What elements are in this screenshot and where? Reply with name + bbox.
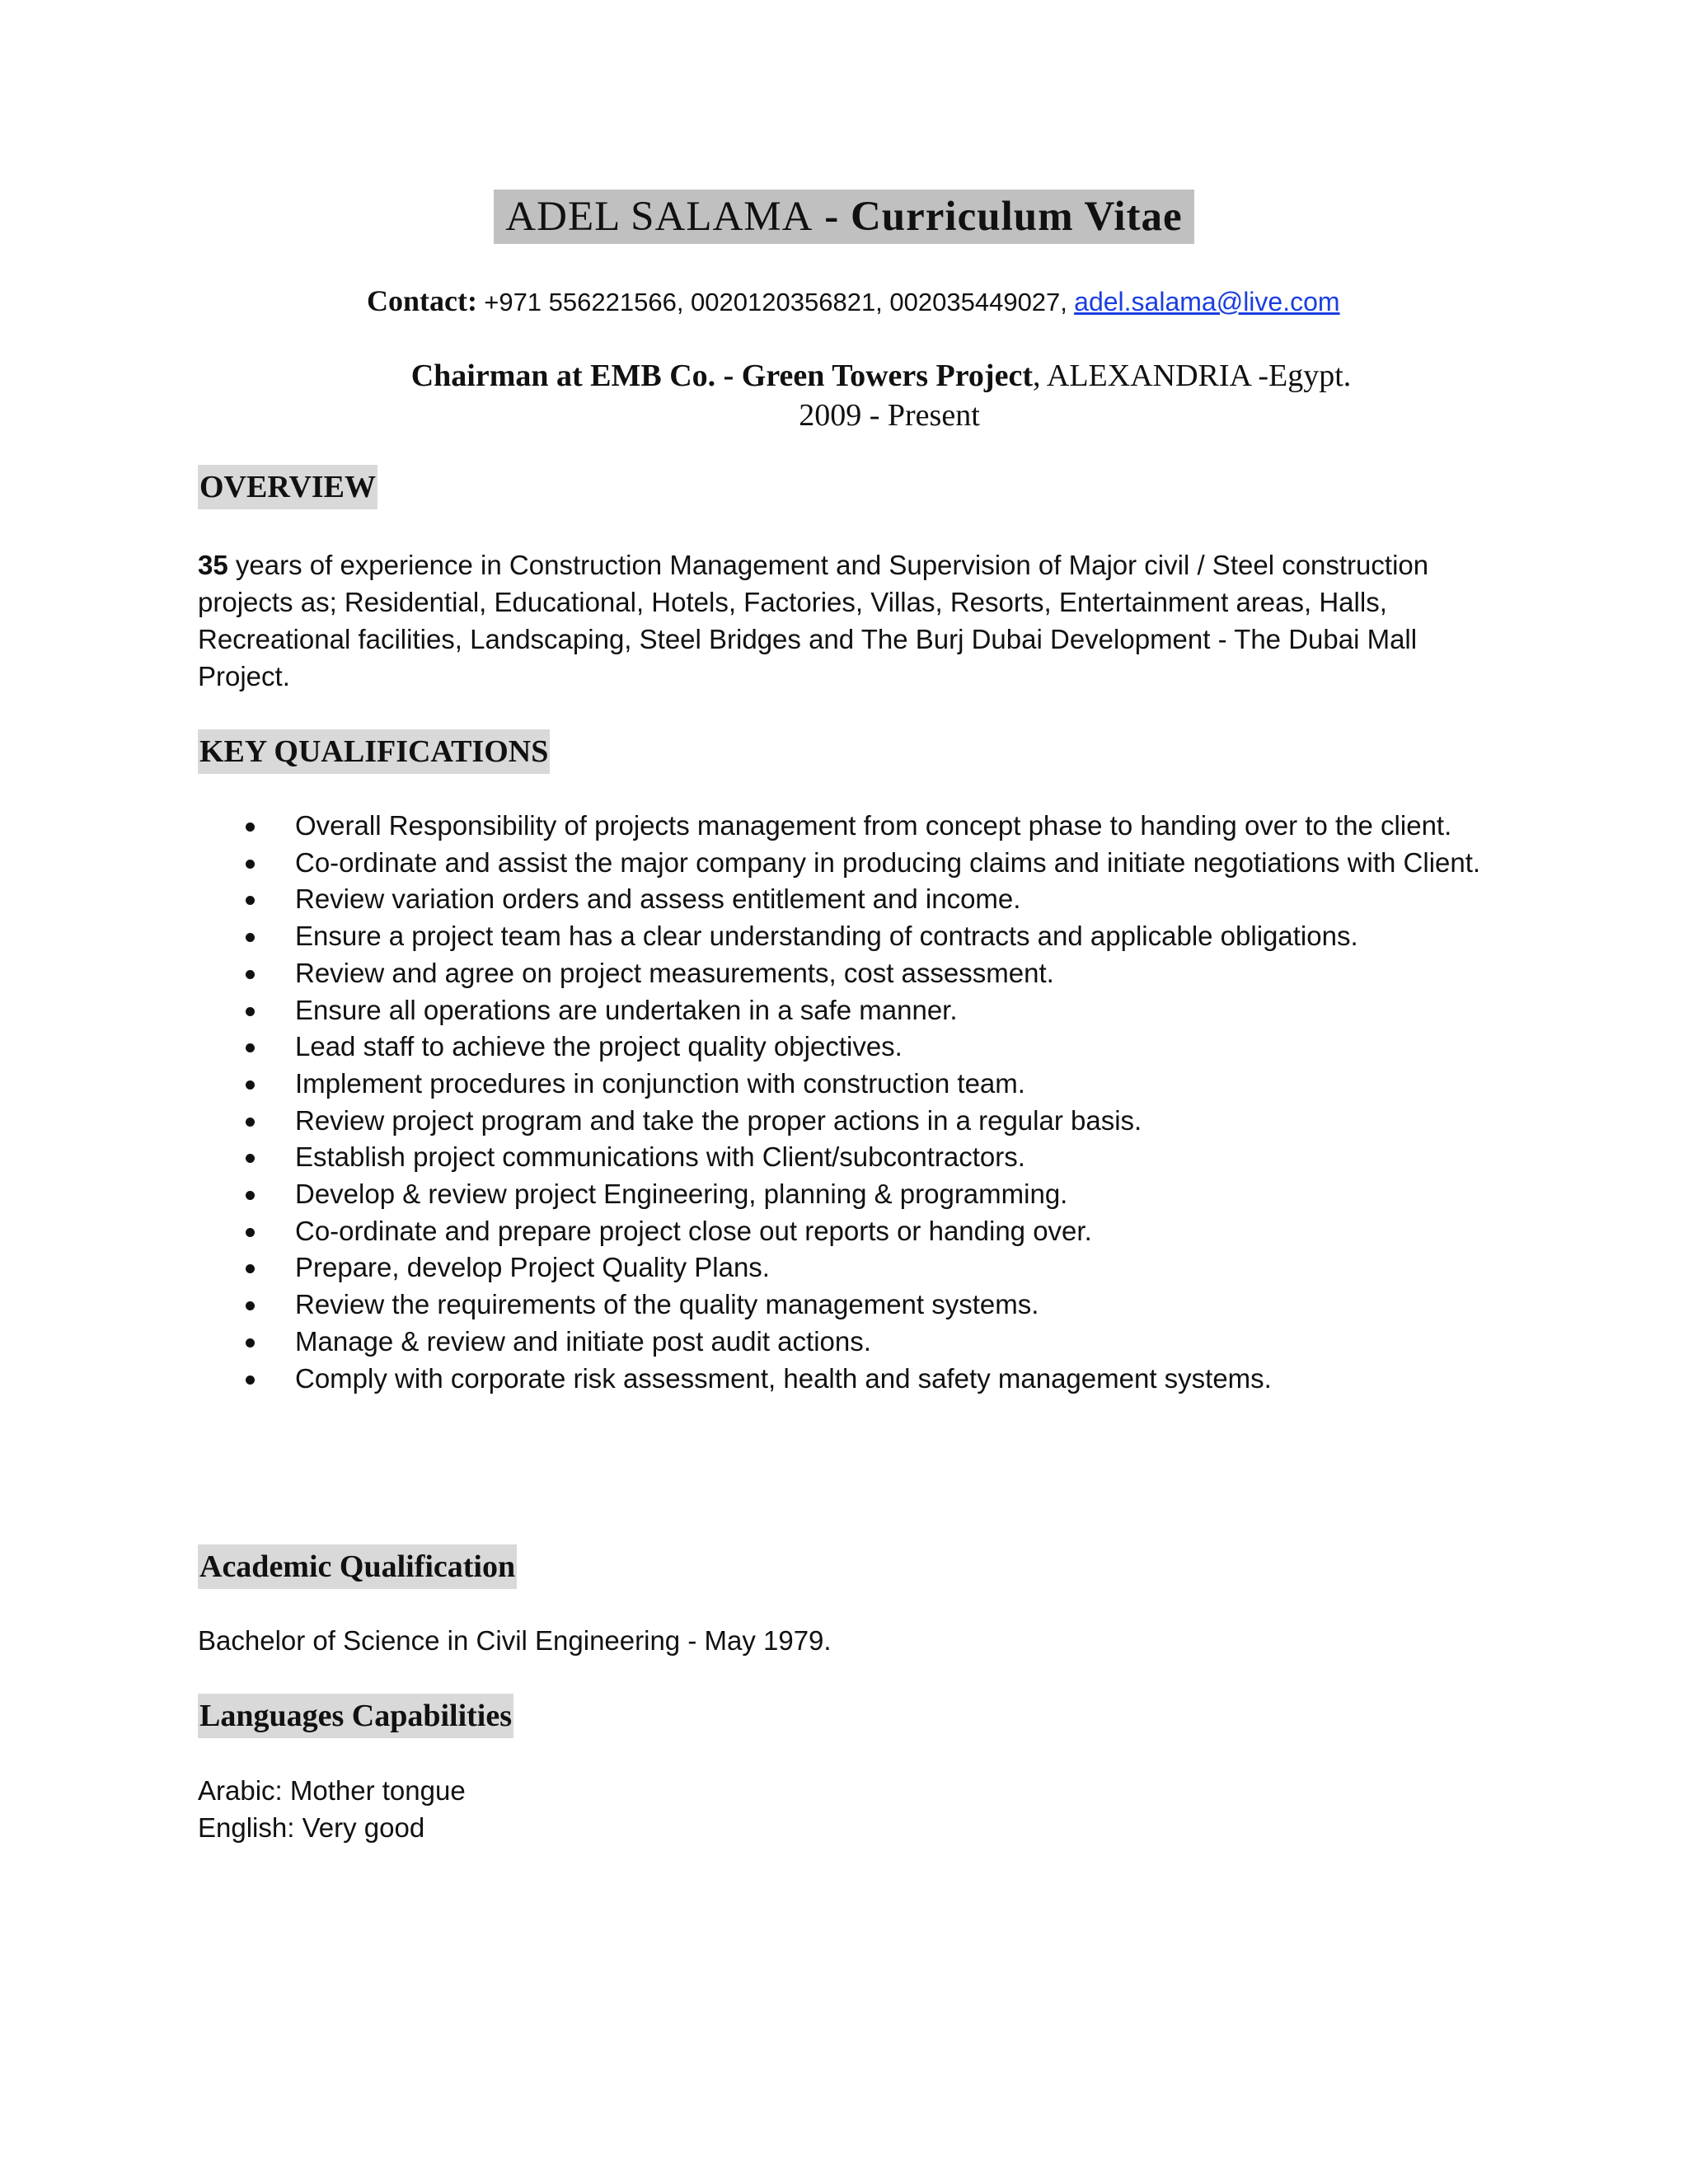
- qualification-text: Comply with corporate risk assessment, health and safety management systems.: [295, 1362, 1272, 1394]
- qualification-item: [198, 845, 1484, 882]
- bullet-icon: [246, 970, 255, 979]
- qualification-item: [198, 1286, 1484, 1324]
- position-title: Chairman at EMB Co. - Green Towers Project: [410, 359, 1033, 393]
- qualification-text: Establish project communications with Client/subcontractors.: [295, 1141, 1025, 1173]
- qualification-text: Co-ordinate and assist the major company in producing claims and initiate negotiations with Client.: [295, 846, 1481, 878]
- title-block: [0, 190, 1688, 244]
- qualification-text: Develop & review project Engineering, planning & programming.: [295, 1179, 1068, 1210]
- qualification-item: [198, 1029, 1484, 1066]
- qualification-item: [198, 1213, 1484, 1250]
- overview-heading: OVERVIEW: [198, 465, 377, 509]
- qualification-text: Ensure all operations are undertaken in a safe manner.: [295, 994, 958, 1025]
- bullet-icon: [246, 1338, 255, 1347]
- bullet-icon: [246, 1154, 255, 1163]
- qualification-text: Review and agree on project measurements, cost assessment.: [295, 957, 1054, 988]
- bullet-icon: [246, 1118, 255, 1127]
- title-suffix: - Curriculum Vitae: [824, 194, 1183, 240]
- bullet-icon: [246, 1376, 255, 1385]
- bullet-icon: [246, 1264, 255, 1273]
- qualification-item: [198, 1103, 1484, 1140]
- contact-label: Contact:: [367, 284, 477, 317]
- qualification-item: [198, 808, 1484, 845]
- qualification-text: Manage & review and initiate post audit actions.: [295, 1325, 871, 1357]
- qualification-item: [198, 1176, 1484, 1213]
- overview-text: [198, 546, 1484, 695]
- qualification-item: [198, 992, 1484, 1029]
- language-english: English: Very good: [198, 1812, 425, 1843]
- qualification-item: [198, 1139, 1484, 1176]
- bullet-icon: [246, 1228, 255, 1237]
- bullet-icon: [246, 1301, 255, 1310]
- languages-heading: Languages Capabilities: [198, 1694, 513, 1738]
- position-period: 2009 - Present: [799, 398, 980, 433]
- contact-numbers: +971 556221566, 0020120356821, 002035449027,: [484, 288, 1067, 316]
- academic-heading: Academic Qualification: [198, 1544, 517, 1589]
- qualification-item: [198, 955, 1484, 992]
- qualification-text: Prepare, develop Project Quality Plans.: [295, 1252, 770, 1283]
- candidate-name: ADEL SALAMA: [505, 194, 814, 240]
- bullet-icon: [246, 1043, 255, 1052]
- bullet-icon: [246, 1007, 255, 1016]
- page-title: [494, 190, 1193, 244]
- overview-years: 35: [198, 550, 228, 580]
- qualification-text: Overall Responsibility of projects management from concept phase to handing over to the client.: [295, 810, 1452, 841]
- qualification-text: Review the requirements of the quality management systems.: [295, 1289, 1039, 1320]
- qualification-text: Lead staff to achieve the project quality objectives.: [295, 1031, 903, 1062]
- qualification-text: Implement procedures in conjunction with construction team.: [295, 1067, 1025, 1099]
- qualification-item: [198, 881, 1484, 918]
- qualification-text: Co-ordinate and prepare project close out reports or handing over.: [295, 1215, 1092, 1246]
- key-qualifications-list: [198, 808, 1484, 1397]
- qualification-item: [198, 1324, 1484, 1361]
- academic-text: Bachelor of Science in Civil Engineering - May 1979.: [198, 1625, 832, 1656]
- bullet-icon: [246, 823, 255, 832]
- qualification-text: Review project program and take the proper actions in a regular basis.: [295, 1104, 1142, 1136]
- current-position: [0, 356, 1688, 396]
- bullet-icon: [246, 1191, 255, 1200]
- contact-line: [367, 282, 1340, 321]
- bullet-icon: [246, 860, 255, 869]
- language-arabic: Arabic: Mother tongue: [198, 1775, 466, 1806]
- overview-body: years of experience in Construction Management and Supervision of Major civil / Steel construction projects as; Residential, Educational, Hotels, Factories, Villas, Resorts, Entertainment areas, Halls, Recreational facilities, Landscaping, Steel Bridges and The Burj Dubai Development - The Dubai Mall Project.: [198, 550, 1429, 691]
- qualification-item: [198, 1249, 1484, 1286]
- bullet-icon: [246, 933, 255, 942]
- email-link[interactable]: adel.salama@live.com: [1074, 287, 1340, 316]
- qualification-text: Review variation orders and assess entitlement and income.: [295, 883, 1021, 915]
- qualification-item: [198, 918, 1484, 955]
- qualification-item: [198, 1361, 1484, 1398]
- key-qualifications-heading: KEY QUALIFICATIONS: [198, 729, 550, 774]
- bullet-icon: [246, 896, 255, 905]
- bullet-icon: [246, 1080, 255, 1090]
- position-location: , ALEXANDRIA -Egypt.: [1032, 359, 1352, 393]
- qualification-item: [198, 1066, 1484, 1103]
- qualification-text: Ensure a project team has a clear understanding of contracts and applicable obligations.: [295, 921, 1358, 952]
